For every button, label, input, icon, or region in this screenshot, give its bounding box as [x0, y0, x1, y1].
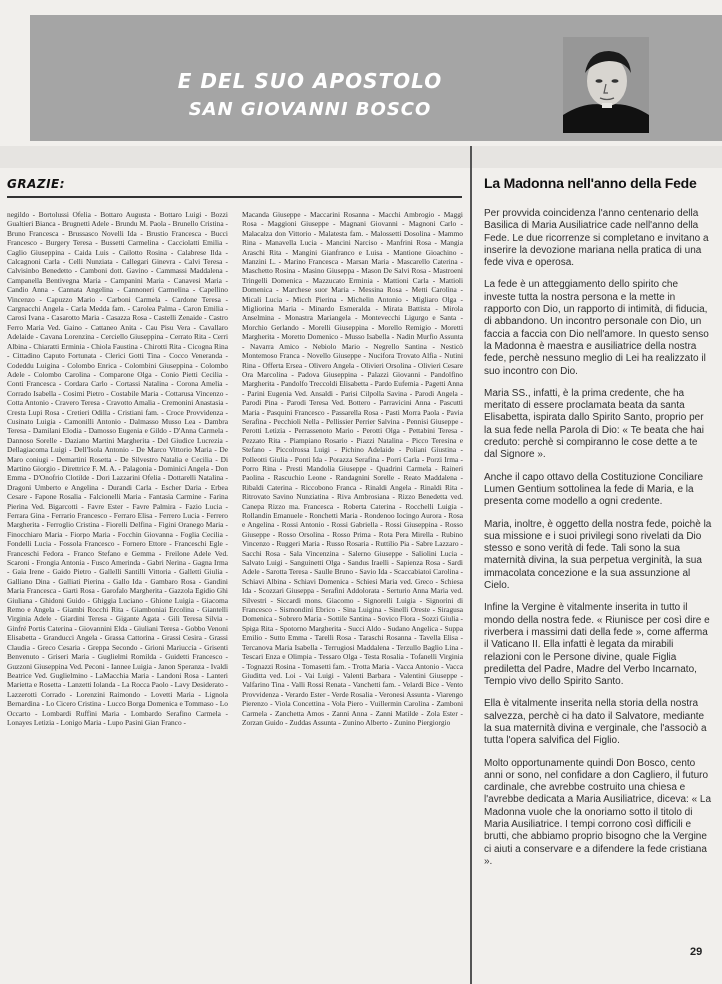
article-paragraph: Per provvida coincidenza l'anno centenario della Basilica di Maria Ausiliatrice cade nell'anno della Fede. Le due ricorrenze si completano e invitano a inserire la devozione mariana nella pratica di una fede viva e operosa.	[484, 208, 709, 269]
article-paragraph: Molto opportunamente quindi Don Bosco, cento anni or sono, nel confidare a don Cagliero, il futuro cardinale, che avrebbe costruito una chiesa e l'avrebbe dedicata a Maria Ausiliatrice, diceva: « La Madonna vuole che la onoriamo sotto il titolo di Maria Ausiliatrice. I tempi corrono così difficili e brutti, che abbiamo proprio bisogno che la Vergine ci aiuti a conservare e a difendere la fede cristiana ».	[484, 757, 712, 867]
column-divider	[470, 146, 472, 984]
header-underband	[0, 146, 722, 168]
grazie-heading: GRAZIE:	[7, 177, 66, 191]
article-paragraph: Infine la Vergine è vitalmente inserita in tutto il mondo della nostra fede. « Riunisce per così dire e riverbera i massimi dati della fede », come afferma il Vaticano II. Ella infatti è legata da mirabili relazioni con le Persone divine, quale Figlia prediletta del Padre, Madre del Verbo Incarnato, Tempio vivo dello Spirito Santo.	[484, 602, 710, 688]
header-title-line1: E DEL SUO APOSTOLO	[177, 69, 443, 93]
page-number: 29	[690, 946, 703, 958]
header-title-block	[30, 69, 590, 120]
article-paragraph: Anche il capo ottavo della Costituzione Conciliare Lumen Gentium sottolinea la fede di Maria, e la presenta come modello a ogni credente.	[484, 471, 704, 508]
grazie-names-column-2: Macanda Giuseppe - Maccarini Rosanna - Macchi Ambrogio - Maggi Rosa - Maggioni Giuseppe - Magnani Giovanni - Magnoni Carlo - Malacalza don Vittorio - Malatesta fam. - Malossetti Dosolina - Mammo Rina - Manavella Lucia - Mancini Narciso - Manfrini Rosa - Mangia Araschi Rita - Mangini Gianfranco e Luisa - Mantione Gioachino - Manzini L. - Marino Francesca - Marsan Maria - Mascarello Caterina - Maschetto Rosina - Masino Giuseppa - Mason De Salvi Rosa - Mastroeni Tringelli Domenica - Mazzucato Erminia - Mattioni Carla - Mattioli Domenica - Marchese suor Maria - Messina Rosa - Metti Carolina - Micali Lucia - Micch Pierina - Michelin Antonio - Migliaro Olga - Migliorina Maria - Minardo Esmeralda - Mirata Battista - Mirola Anselmina - Monastra Mariangela - Montevecchi Ligurgo e Santa - Morchio Gerlando - Morelli Giuseppina - Morello Remigio - Moretti Margherita - Moretto Domenico - Musso Isabella - Nadin Murfio Assunta - Navarra Amico - Nebiolo Mario - Negrello Santina - Nesticò Montemoso Franca - Novello Giuseppe - Nucifora Trovato Alfia - Nutini Rina - Offerta Ersea - Olivero Angela - Olivieri Orsolina - Olivieri Cesare Ora Marcolina - Padova Giuseppina - Palazzi Giovanni - Pandolfino Margherita - Pandolfo Treccoldi Elisabetta - Pardo Eufemia - Pagetti Anna - Parini Eugenia Ved. Ansaldi - Parisi Cilpolla Savina - Parodi Angela - Parodi Pina - Parodi Teresa Ved. Bottero - Parravicini Anna - Pascutti Maria - Pasquini Francesco - Passarella Rosa - Pasti Morra Paola - Pavia Serafina - Pecchioli Nella - Pellissier Perrier Salvina - Pennisi Giuseppe - Perotti Letizia - Perrassenoto Mario - Perotti Olga - Pettabini Teresa - Pezzato Rita - Piampiano Rosario - Piazzi Natalina - Picco Teresina e Stefano - Piccolrossa Luigi - Pichino Adelaide - Poliani Giustina - Polleotti Giulia - Ponti Ida - Porazza Serafina - Porri Carla - Porzi Irma - Porro Rina - Presti Mandolia Giuseppe - Quadrini Carmela - Raineri Paolina - Rascuchio Leone - Randagnini Sorelle - Reato Maddalena - Ribaldi Caterina - Riccobono Franca - Rinaldi Angela - Rinaldi Rita - Ritrovato Savino Nunziatina - Riva Ambrosiana - Rizzo Benedetta ved. Canepa Rizzo ma. Francesca - Roberta Caterina - Rocchelli Luigia - Rollandin Emanuele - Ronchetti Maria - Rondenoo Iocingo Aurora - Rosa e Angelina - Rossi Antonio - Rossi Gabriella - Rossi Giuseppina - Rosso Giuseppe - Rosso Orsolina - Rosso Prima - Rota Pera Mirella - Rubino Vincenzo - Ruggeri Maria - Russo Rosaria - Ruttilio Pia - Sabre Lazzaro - Sacchi Rosa - Sala Vincenzina - Salerno Giuseppe - Saliolini Lucia - Salvato Luigi - Sanguinetti Olga - Sandus Iraelli - Sapienza Rosa - Sardi Adele - Sarotta Teresa - Saulle Bruno - Savio Ida - Scaccabiatoi Carolina - Schiavi Albina - Schiavi Domenica - Schiesi Maria ved. Greco - Schiesa Ida - Scozzari Giuseppa - Serafini Addolorata - Serturio Anna Maria ved. Silvestri - Siccardi mons. Giacomo - Signorelli Luigia - Signorini di Francesco - Sismondini Ebrico - Sina Luigina - Sinelli Oreste - Siragusa Domenica - Sobrero Maria - Sottile Santina - Sovico Flora - Sozzi Giulia - Spiga Rita - Spotorno Margherita - Succi Aldo - Sudano Angelica - Suppa Emilio - Sutto Emma - Tarelli Rosa - Taraschi Rosanna - Tavella Elisa - Tercanova Maria Isabella - Terrugiosi Maddalena - Terzullo Baglio Lina - Tescari Enza e Olimpia - Tessaro Olga - Testa Rosalia - Tofanelli Virginia - Tognazzi Rosina - Tomasetti fam. - Trotta Maria - Vacca Antonio - Vacca Giuditta ved. Loi - Vai Luigi - Valenti Barbara - Valentini Giuseppe - Valfarino Tina - Valli Rossi Renata - Vanchetti fam. - Velardi Bice - Vento Provvidenza - Verardo Ester - Verde Rosalia - Veronesi Assunta - Viarengo Pierenzo - Viola Concettina - Vola Piero - Vuillermin Carolina - Zamboni Carmela - Zanchetta Amos - Zanni Anna - Zanni Matilde - Zola Ester - Zorzan Guido - Zuddas Assunta - Zunino Alberto - Zunino Piergiorgio	[242, 210, 463, 727]
article-paragraph: La fede è un atteggiamento dello spirito che investe tutta la nostra persona e la mette in rapporto con Dio, un rapporto di intimità, di fiducia, di abbandono. Un incontro personale con Dio, un faccia a faccia con Dio nell'amore. In questo senso la Madonna è maestra e ausiliatrice della nostra fede, perchè nessuno meglio di Lei ha realizzato il suo incontro con Dio.	[484, 279, 709, 377]
page-header-banner	[30, 15, 722, 141]
article-title: La Madonna nell'anno della Fede	[484, 175, 697, 191]
article-paragraph: Maria, inoltre, è oggetto della nostra fede, poichè la sua missione e i suoi privilegi sono rivelati da Dio stesso e sono verità di fede. Tali sono la sua maternità divina, la sua perpetua verginità, la sua immacolata concezione e la sua assunzione al Cielo.	[484, 518, 712, 592]
article-madonna-anno-fede	[484, 175, 712, 878]
grazie-names-column-1: negildo - Bortolussi Ofelia - Bottaro Augusta - Bottaro Luigi - Bozzi Gualtieri Bianca - Brugnetti Adele - Brundu M. Paola - Brunello Cristina - Bruno Francesca - Brussasco Novelli Ida - Brustio Francesca - Bucci Francesco - Burgery Teresa - Bussetti Carmelina - Cacciolatti Emilia - Caglio Giuseppina - Caida Luis - Cailotto Rosina - Calabrese Ilda - Calcagnoni Carla - Celli Nunziata - Callegari Ginevra - Calvi Teresa - Calvisinbo Benedetto - Camboni dott. Gavino - Cammassi Maddalena - Campanella Bentivegna Maria - Campanini Maria - Canavesi Maria - Candio Anna - Cannata Angelina - Cannoneri Carmelina - Capellino Vincenzo - Capuzzo Mario - Carboni Carmela - Cardone Teresa - Cargnacchi Angela - Carla Medda fam. - Carolea Palma - Caron Emilia - Carosi Ivana - Casarotto Maria - Casazza Rosa - Castelli Zenaide - Castro Ferro Maria Ved. Gaino - Cattaneo Anita - Cau Pisu Vera - Cavallaro Adelaide - Cavana Lorenzina - Cerciello Giuseppina - Cerrato Rita - Cerri Albina - Chiaratti Erminia - Chiola Faustina - Chirotti Rita - Cicogna Rina - Cittadino Caputo Fortunata - Clerici Gotti Tina - Cocco Veneranda - Codeddu Luigina - Colombo Enrica - Colombini Giuseppina - Colombo Adele - Colombo Carolina - Comparone Olga - Conio Pietti Cecilia - Conti Francesca - Cordara Carlo - Cortassi Natalina - Corona Amelia - Corrado Isabella - Cosimi Pietro - Costabile Maria - Cottarusa Vincenzo - Cotta Antonio - Cravero Teresa - Cravotto Amalia - Cremonini Anastasia - Cresta Lupi Rosa - Cretieri Odilla - Cristiani fam. - Croce Provvidenza - Cusinato Luigia - Camonilli Antonio - Dalmasso Musso Lea - Dambra Teresa - Damilani Elodia - Damosso Eugenia e Gildo - D'Anna Carmela - Dannoso Sorelle - Daziano Martini Margherita - Del Giudice Lucrezia - Dellagiacoma Luigi - Dell'Isola Antonio - De Marco Vittorio Maria - De Maro coniugi - Demartini Rosetta - De Silvestro Natalia e Cecilia - Di Martino Giorgio - Direttrice F. M. A. - Palagonia - Dominici Angela - Don Emma - D'Onofrio Clotilde - Dori Lazzarini Ofelia - Dottarelli Natalina - Dragoni Umberto e Angelina - Durandi Carla - Escher Daria - Erbea Cesare - Fapone Rosalia - Falcionelli Maria - Fantasia Carmine - Farina Pierina Ved. Bigarcotti - Favre Ester - Favre Palmira - Fazio Lucia - Ferrara Gina - Ferrario Francesco - Ferraro Elisa - Ferrero Lucia - Ferrero Margherita - Ferroglio Cristina - Fiorelli Delfina - Figini Oranego Maria - Finocchiaro Maria - Fiorpo Maria - Focchin Giovanna - Foglia Cecilia - Fondelli Lucia - Fossola Francesco - Fornero Ettore - Franceschi Egle - Franceschi Fedora - Franco Stefano e Gemma - Freilone Adele Ved. Scaroni - Frongia Antonia - Fusco Amerinda - Gabri Nerina - Gagna Irma - Gaia Irene - Gaido Pietro - Gallelli Santilli Vittoria - Galletti Giulia - Galliano Dina - Galliati Pierina - Gallo Ida - Gambaro Rosa - Gandini Maria Francesca - Garti Rosa - Garofalo Margherita - Gazzola Egidio Ghi Giuliana - Ghidoni Guido - Ghiggia Luciano - Ghione Luigia - Giacoma Remo e Angela - Giambi Rocchi Rita - Giamboniai Ercolina - Giantelli Virginia Adele - Giardini Teresa - Gigante Agata - Gili Teresa Silvia - Ginfré Portis Caterina - Giovannini Elda - Giuliani Teresa - Gobbo Venoni Elisabetta - Granducci Angela - Grassa Cattorina - Grassi Cesira - Grassi Claudia - Greco Cesaria - Greppa Secondo - Grioni Mariuccia - Grisenti Benvenuto - Griseri Maria - Guglielmi Romilda - Guidetti Francesco - Guzzoni Giuseppina Ved. Peconi - Iannee Luigia - Janon Speranza - Ivaldi Beatrice Ved. Guglielmino - LaMacchia Maria - Landoni Rosa - Lanteri Marietta e Rosetta - Lanzetti Iolanda - La Rocca Paolo - Lavy Desiderato - Lazzerotti Corrado - Lorenzini Raimondo - Lovetti Maria - Lignola Bernardina - Lo Cicero Cristina - Lucco Borga Domenica e Tommaso - Lo Occarto - Lombardi Ruffini Maria - Lombardo Serafino Carmela - Lonayes Letizia - Lonigo Maria - Lupo Pasini Gian Franco -	[7, 210, 228, 727]
grazie-divider	[7, 196, 462, 198]
article-paragraph: Ella è vitalmente inserita nella storia della nostra salvezza, perchè ci ha dato il Salvatore, mediante la sua maternità divina e verginale, che l'associò a tutta l'opera salvifica del Figlio.	[484, 698, 707, 747]
article-paragraph: Maria SS., infatti, è la prima credente, che ha meritato di essere proclamata beata da santa Elisabetta, ispirata dallo Spirito Santo, proprio per la sua fede nella Parola di Dio: « Te beata che hai creduto: perchè si compiranno le cose dette a te dal Signore ».	[484, 387, 704, 461]
header-title-line2: SAN GIOVANNI BOSCO	[188, 99, 432, 120]
portrait-photo-icon	[563, 37, 649, 133]
